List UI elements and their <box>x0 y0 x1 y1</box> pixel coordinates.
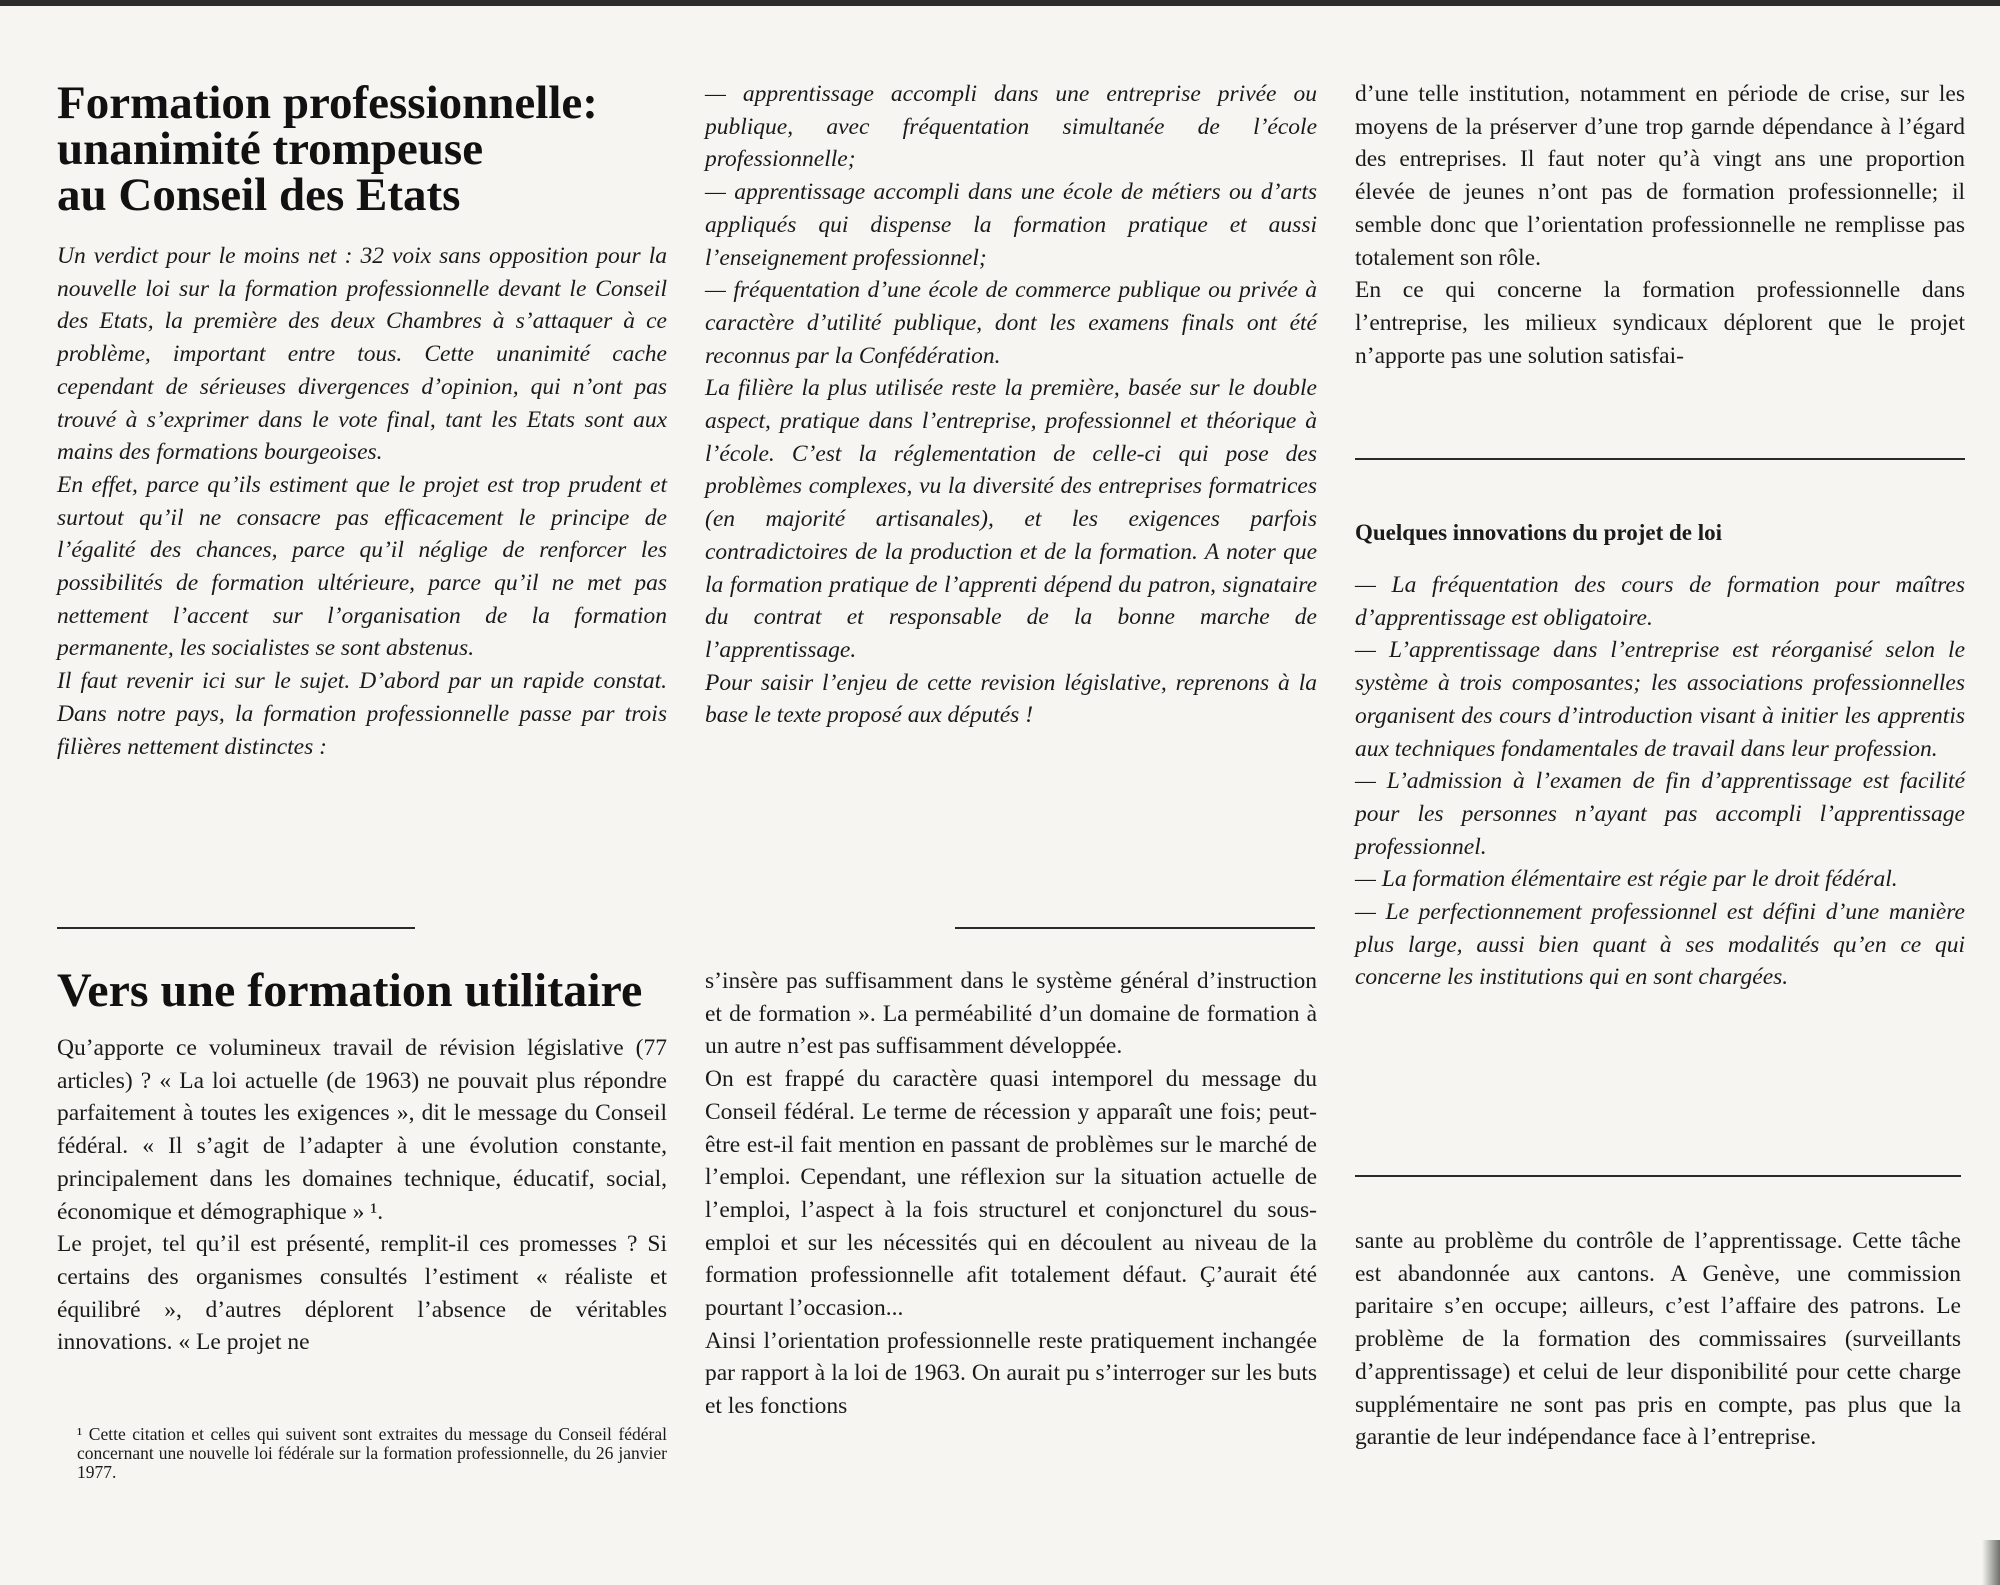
paragraph: Le projet, tel qu’il est présenté, remplit-il ces promesses ? Si certains des organismes consultés l’estiment « réaliste et équilibré », d’autres déplorent l’absence de véritables innovations. « Le projet ne <box>57 1231 667 1356</box>
sidebar-title: Quelques innovations du projet de loi <box>1355 520 1723 545</box>
divider-rule <box>1355 458 1965 460</box>
paragraph: Ainsi l’orientation professionnelle reste pratiquement inchangée par rapport à la loi de 1963. On aurait pu s’interroger sur les buts et les fonctions <box>705 1327 1317 1420</box>
article2-title: Vers une formation utilitaire <box>57 964 643 1017</box>
list-item: — apprentissage accompli dans une école de métiers ou d’arts appliqués qui dispense la formation pratique et aussi l’enseignement professionnel; <box>705 179 1317 271</box>
paragraph: En ce qui concerne la formation professionnelle dans l’entreprise, les milieux syndicaux déplorent que le projet n’apporte pas une solution satisfai- <box>1355 277 1965 369</box>
paragraph: Pour saisir l’enjeu de cette revision législative, reprenons à la base le texte proposé aux députés ! <box>705 669 1317 729</box>
divider-rule <box>57 927 415 929</box>
divider-rule <box>1355 1175 1961 1177</box>
paragraph: Un verdict pour le moins net : 32 voix sans opposition pour la nouvelle loi sur la formation professionnelle devant le Conseil des Etats, la première des deux Chambres à s’attaquer à ce problème, important entre tous. Cette unanimité cache cependant de sérieuses divergences d’opinion, qui n’ont pas trouvé à s’exprimer dans le vote final, tant les Etats sont aux mains des formations bourgeoises. <box>57 243 667 466</box>
article1-title-line: Formation professionnelle: <box>57 77 598 129</box>
list-item: — Le perfectionnement professionnel est défini d’une manière plus large, aussi bien quant à ses modalités qu’en ce qui concerne les institutions qui en sont chargées. <box>1355 899 1965 991</box>
list-item: — fréquentation d’une école de commerce publique ou privée à caractère d’utilité publique, dont les examens finals ont été reconnus par la Confédération. <box>705 277 1317 369</box>
article1-column-2 <box>705 78 1317 732</box>
list-item: — La formation élémentaire est régie par le droit fédéral. <box>1355 866 1898 893</box>
list-item: — L’apprentissage dans l’entreprise est réorganisé selon le système à trois composantes; les associations professionnelles organisent des cours d’introduction visant à initier les apprentis aux techniques fondamentales de travail dans leur profession. <box>1355 637 1965 762</box>
list-item: — apprentissage accompli dans une entreprise privée ou publique, avec fréquentation simultanée de l’école professionnelle; <box>705 81 1317 173</box>
article1-title-line: au Conseil des Etats <box>57 169 461 221</box>
article2-column-1 <box>57 1032 667 1359</box>
list-item: — La fréquentation des cours de formation pour maîtres d’apprentissage est obligatoire. <box>1355 572 1965 631</box>
footnote: ¹ Cette citation et celles qui suivent sont extraites du message du Conseil fédéral concernant une nouvelle loi fédérale sur la formation professionnelle, du 26 janvier 1977. <box>77 1424 667 1482</box>
column-3-top <box>1355 78 1965 372</box>
paragraph: On est frappé du caractère quasi intemporel du message du Conseil fédéral. Le terme de récession y apparaît une fois; peut-être est-il fait mention en passant de problèmes sur le marché de l’emploi. Cependant, une réflexion sur la situation actuelle de l’emploi, l’aspect à la fois structurel et conjoncturel du sous-emploi et sur les nécessités qui en découlent au niveau de la formation professionnelle afit totalement défaut. Ç’aurait été pourtant l’occasion... <box>705 1066 1317 1322</box>
page-corner-shadow <box>1982 1540 2000 1585</box>
article1-column-1 <box>57 240 667 763</box>
paragraph: s’insère pas suffisamment dans le système général d’instruction et de formation ». La perméabilité d’un domaine de formation à un autre n’est pas suffisamment développée. <box>705 968 1317 1060</box>
article2-column-3 <box>1355 1225 1961 1454</box>
article1-headline-block <box>57 77 677 221</box>
paragraph: sante au problème du contrôle de l’apprentissage. Cette tâche est abandonnée aux cantons. A Genève, une commission paritaire s’en occupe; ailleurs, c’est l’affaire des patrons. Le problème de la formation des commissaires (surveillants d’apprentissage) et celui de leur disponibilité pour cette charge supplémentaire ne sont pas pris en compte, pas plus que la garantie de leur indépendance face à l’entreprise. <box>1355 1228 1961 1451</box>
paragraph: La filière la plus utilisée reste la première, basée sur le double aspect, pratique dans l’entreprise, professionnel et théorique à l’école. C’est la réglementation de celle-ci qui pose des problèmes complexes, vu la diversité des entreprises formatrices (en majorité artisanales), et les exigences parfois contradictoires de la production et de la formation. A noter que la formation pratique de l’apprenti dépend du patron, signataire du contrat et responsable de la bonne marche de l’apprentissage. <box>705 375 1317 663</box>
top-edge-bar <box>0 0 2000 6</box>
article2-column-2 <box>705 965 1317 1423</box>
article1-title <box>57 77 677 221</box>
list-item: — L’admission à l’examen de fin d’apprentissage est facilité pour les personnes n’ayant pas accompli l’apprentissage professionnel. <box>1355 768 1965 860</box>
paragraph: En effet, parce qu’ils estiment que le projet est trop prudent et surtout qu’il ne consacre pas efficacement le principe de l’égalité des chances, parce qu’il néglige de renforcer les possibilités de formation ultérieure, parce qu’il ne met pas nettement l’accent sur l’organisation de la formation permanente, les socialistes se sont abstenus. <box>57 471 667 662</box>
paragraph: d’une telle institution, notamment en période de crise, sur les moyens de la préserver d’une trop garnde dépendance à l’égard des entreprises. Il faut noter qu’à vingt ans une proportion élevée de jeunes n’ont pas de formation professionnelle; il semble donc que l’orientation professionnelle ne remplisse pas totalement son rôle. <box>1355 81 1965 271</box>
paragraph: Qu’apporte ce volumineux travail de révision législative (77 articles) ? « La loi actuelle (de 1963) ne pouvait plus répondre parfaitement à toutes les exigences », dit le message du Conseil fédéral. « Il s’agit de l’adapter à une évolution constante, principalement dans les domaines technique, éducatif, social, économique et démographique » ¹. <box>57 1035 667 1225</box>
divider-rule <box>955 927 1315 929</box>
article1-title-line: unanimité trompeuse <box>57 123 484 175</box>
sidebar-items <box>1355 569 1965 994</box>
paragraph: Il faut revenir ici sur le sujet. D’abord par un rapide constat. Dans notre pays, la formation professionnelle passe par trois filières nettement distinctes : <box>57 668 667 760</box>
